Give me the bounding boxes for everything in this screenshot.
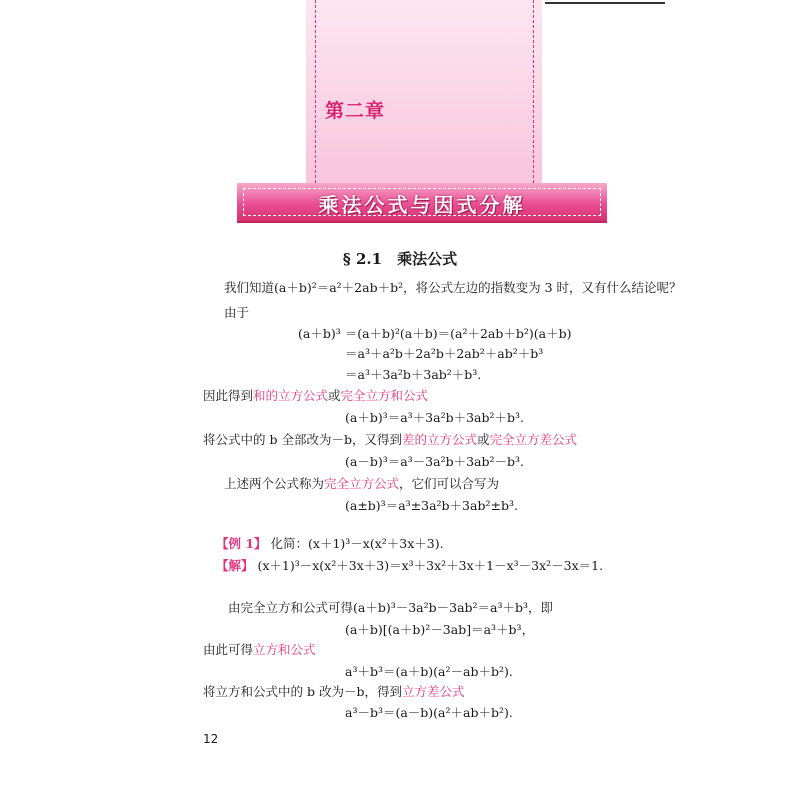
replace-b-2-prefix: 将立方和公式中的 b 改为－b，得到: [203, 684, 402, 699]
intro-text: 我们知道(a＋b)²＝a²＋2ab＋b²，将公式左边的指数变为 3 时，又有什么结论呢？: [224, 280, 682, 295]
two-formulas-prefix: 上述两个公式称为: [224, 476, 325, 491]
formula-cube-sum: (a＋b)³＝a³＋3a²b＋3ab²＋b³.: [345, 410, 525, 425]
solution-1: [216, 556, 603, 574]
formula-factored: (a＋b)[(a＋b)²－3ab]＝a³＋b³，: [345, 622, 535, 637]
hence-prefix: 由此可得: [203, 642, 254, 657]
replace-b-2-line: [203, 682, 464, 700]
cube-diff-formula-name: 差的立方公式: [401, 432, 477, 447]
hence-line: [203, 640, 316, 658]
perfect-cube-diff-name: 完全立方差公式: [489, 432, 577, 447]
formula-sum-cubes: a³＋b³＝(a＋b)(a²－ab＋b²).: [345, 664, 513, 679]
replace-b-prefix: 将公式中的 b 全部改为－b，又得到: [203, 432, 402, 447]
section-title: § 2.1 乘法公式: [342, 250, 458, 268]
or-text-2: 或: [476, 432, 490, 447]
sum-of-cubes-name: 立方和公式: [253, 642, 316, 657]
chapter-title: 乘法公式与因式分解: [318, 193, 526, 217]
derivation-line-3: ＝a³＋3a²b＋3ab²＋b³.: [345, 367, 482, 382]
two-formulas-suffix: ，它们可以合写为: [399, 476, 500, 491]
perfect-cube-sum-name: 完全立方和公式: [340, 388, 429, 403]
replace-b-line: [203, 430, 577, 448]
chapter-band: [306, 0, 542, 188]
since-text: 由于: [224, 305, 250, 320]
band-dashed-line-right: [533, 0, 534, 188]
example-text: 化简：(x＋1)³－x(x²＋3x＋3).: [266, 536, 444, 551]
solution-text: (x＋1)³－x(x²＋3x＋3)＝x³＋3x²＋3x＋1－x³－3x²－3x＝1.: [253, 558, 604, 573]
two-formulas-line: [224, 474, 499, 492]
solution-tag: 【解】: [216, 558, 254, 573]
chapter-label: 第二章: [325, 100, 386, 122]
perfect-cube-formula-name: 完全立方公式: [324, 476, 400, 491]
example-tag: 【例 1】: [216, 536, 267, 551]
page-number: 12: [203, 732, 219, 746]
cube-sum-formula-name: 和的立方公式: [253, 388, 329, 403]
formula-cube-diff: (a－b)³＝a³－3a²b＋3ab²－b³.: [345, 454, 525, 469]
chapter-title-bar: [237, 183, 607, 221]
diff-of-cubes-name: 立方差公式: [401, 684, 465, 699]
therefore-line: [203, 386, 428, 404]
top-rule: [545, 2, 665, 4]
derivation-line-2: ＝a³＋a²b＋2a²b＋2ab²＋ab²＋b³: [345, 346, 544, 361]
or-text-1: 或: [328, 388, 341, 403]
example-1: [216, 534, 444, 552]
formula-diff-cubes: a³－b³＝(a－b)(a²＋ab＋b²).: [345, 705, 513, 720]
formula-combined: (a±b)³＝a³±3a²b＋3ab²±b³.: [345, 498, 518, 513]
from-perfect-text: 由完全立方和公式可得(a＋b)³－3a²b－3ab²＝a³＋b³，即: [228, 600, 554, 615]
derivation-line-1: (a＋b)³ ＝(a＋b)²(a＋b)＝(a²＋2ab＋b²)(a＋b): [298, 326, 572, 341]
band-dashed-line-left: [315, 0, 316, 188]
therefore-prefix: 因此得到: [203, 388, 254, 403]
